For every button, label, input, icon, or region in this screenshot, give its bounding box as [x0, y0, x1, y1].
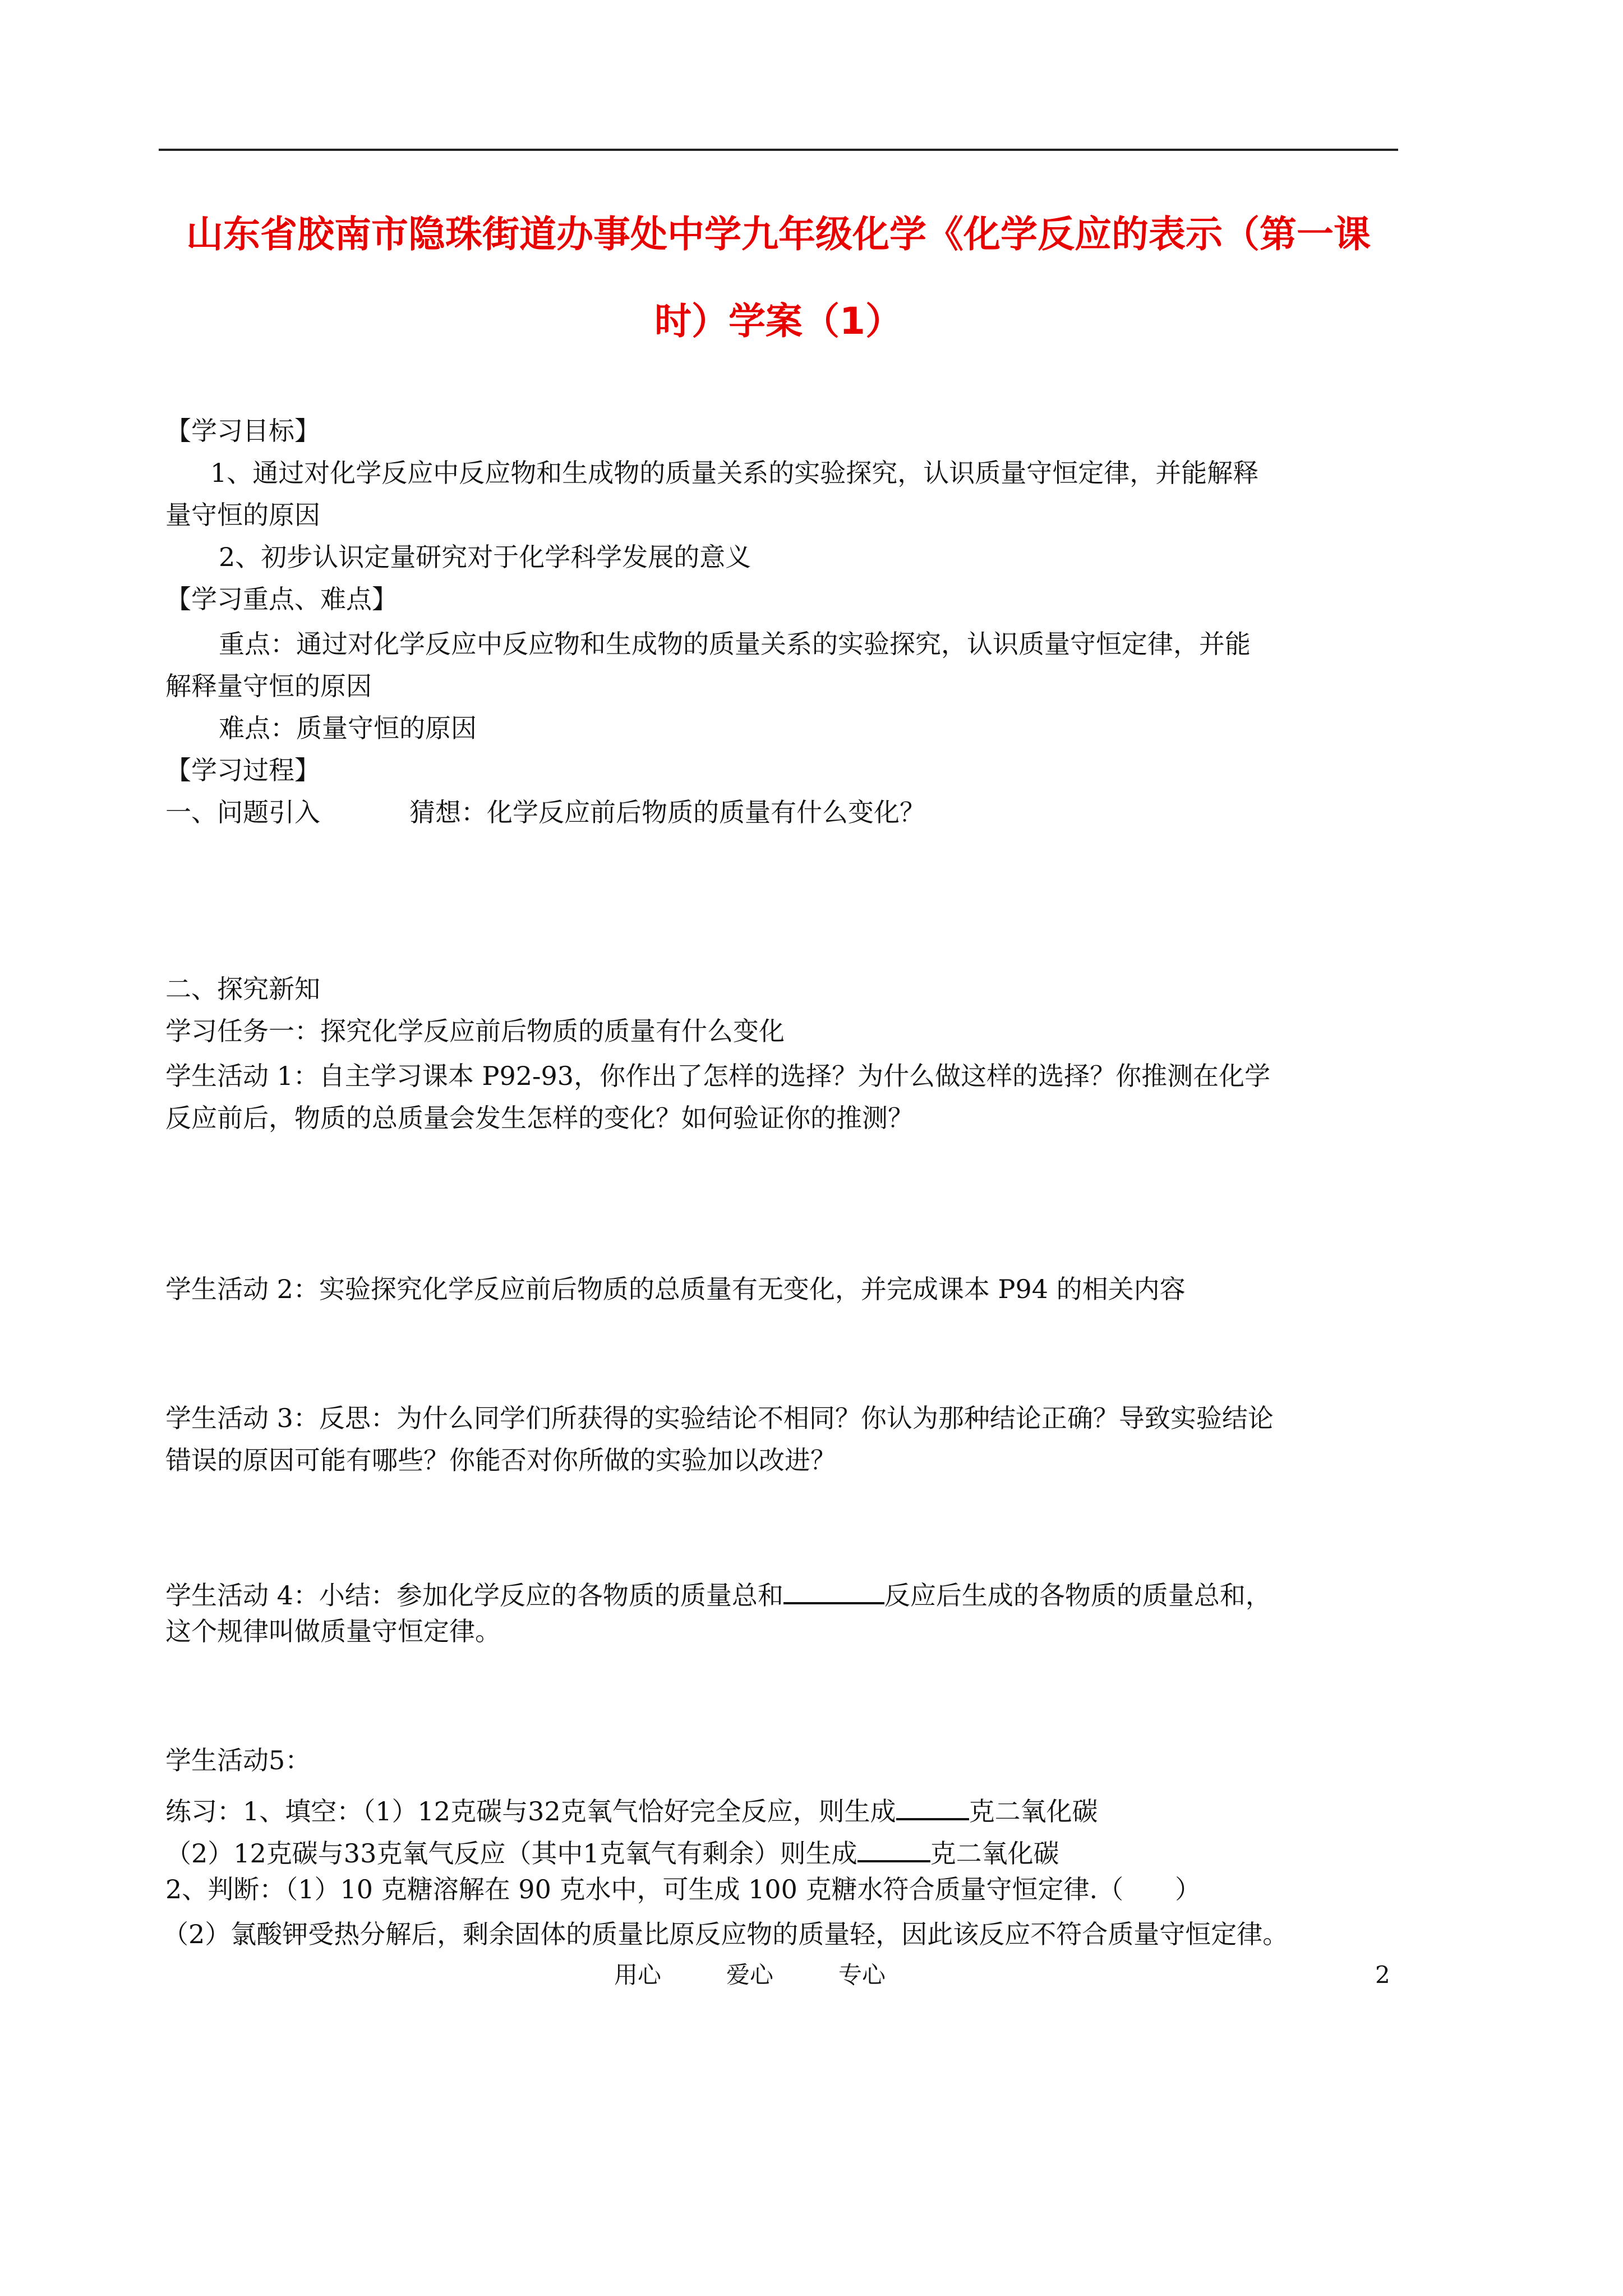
- fill-blank[interactable]: [783, 1576, 884, 1604]
- judge-1: 2、判断：（1）10 克糖溶解在 90 克水中，可生成 100 克糖水符合质量守恒定律.（ ）: [165, 1874, 1201, 1904]
- objectives-heading: 【学习目标】: [165, 416, 320, 446]
- exercise-2-text-after: 克二氧化碳: [930, 1838, 1059, 1869]
- objective-1-cont: 量守恒的原因: [165, 500, 320, 530]
- activity-3: 学生活动 3：反思：为什么同学们所获得的实验结论不相同？你认为那种结论正确？导致实验结论: [165, 1403, 1274, 1433]
- process-heading: 【学习过程】: [165, 755, 320, 785]
- page-title-line1: 山东省胶南市隐珠街道办事处中学九年级化学《化学反应的表示（第一课: [186, 213, 1371, 256]
- exercise-1-text-before: 练习：1、填空：（1）12克碳与32克氧气恰好完全反应，则生成: [165, 1796, 896, 1826]
- section-1-guess: 猜想：化学反应前后物质的质量有什么变化？: [409, 797, 925, 827]
- activity-3-cont: 错误的原因可能有哪些？你能否对你所做的实验加以改进？: [165, 1445, 836, 1475]
- page-number: 2: [1375, 1961, 1390, 1989]
- key-points-heading: 【学习重点、难点】: [165, 584, 398, 614]
- task-1: 学习任务一：探究化学反应前后物质的质量有什么变化: [165, 1016, 785, 1046]
- exercise-1-text-after: 克二氧化碳: [969, 1796, 1098, 1826]
- activity-4: [165, 1576, 1271, 1611]
- fill-blank[interactable]: [896, 1792, 969, 1820]
- activity-4-text-before: 学生活动 4：小结：参加化学反应的各物质的质量总和: [165, 1580, 783, 1611]
- exercise-1: [165, 1792, 1098, 1824]
- exercise-2-text-before: （2）12克碳与33克氧气反应（其中1克氧气有剩余）则生成: [165, 1838, 857, 1869]
- activity-4-text-after: 反应后生成的各物质的质量总和，: [884, 1580, 1271, 1611]
- key-point-cont: 解释量守恒的原因: [165, 671, 372, 701]
- difficulty-point: 难点：质量守恒的原因: [219, 713, 477, 743]
- section-2-label: 二、探究新知: [165, 974, 320, 1004]
- page-title-line2: 时）学案（1）: [654, 300, 902, 343]
- header-rule: [159, 149, 1398, 151]
- objective-1: 1、通过对化学反应中反应物和生成物的质量关系的实验探究，认识质量守恒定律，并能解释: [210, 458, 1259, 488]
- activity-5: 学生活动5：: [165, 1745, 311, 1775]
- activity-1-cont: 反应前后，物质的总质量会发生怎样的变化？如何验证你的推测？: [165, 1103, 914, 1133]
- footer-motto-3: 专心: [838, 1961, 886, 1989]
- activity-4-cont: 这个规律叫做质量守恒定律。: [165, 1616, 501, 1646]
- judge-2: （2）氯酸钾受热分解后，剩余固体的质量比原反应物的质量轻，因此该反应不符合质量守恒定律。: [163, 1919, 1289, 1949]
- activity-2: 学生活动 2：实验探究化学反应前后物质的总质量有无变化，并完成课本 P94 的相关内容: [165, 1274, 1186, 1304]
- fill-blank[interactable]: [857, 1834, 930, 1862]
- section-1-label: 一、问题引入: [165, 797, 320, 827]
- footer-motto-2: 爱心: [726, 1961, 774, 1989]
- objective-2: 2、初步认识定量研究对于化学科学发展的意义: [219, 542, 751, 572]
- activity-1: 学生活动 1：自主学习课本 P92-93，你作出了怎样的选择？为什么做这样的选择？你推测在化学: [165, 1061, 1271, 1091]
- footer-motto-1: 用心: [614, 1961, 662, 1989]
- key-point: 重点：通过对化学反应中反应物和生成物的质量关系的实验探究，认识质量守恒定律，并能: [219, 629, 1251, 659]
- exercise-2: [165, 1834, 1059, 1869]
